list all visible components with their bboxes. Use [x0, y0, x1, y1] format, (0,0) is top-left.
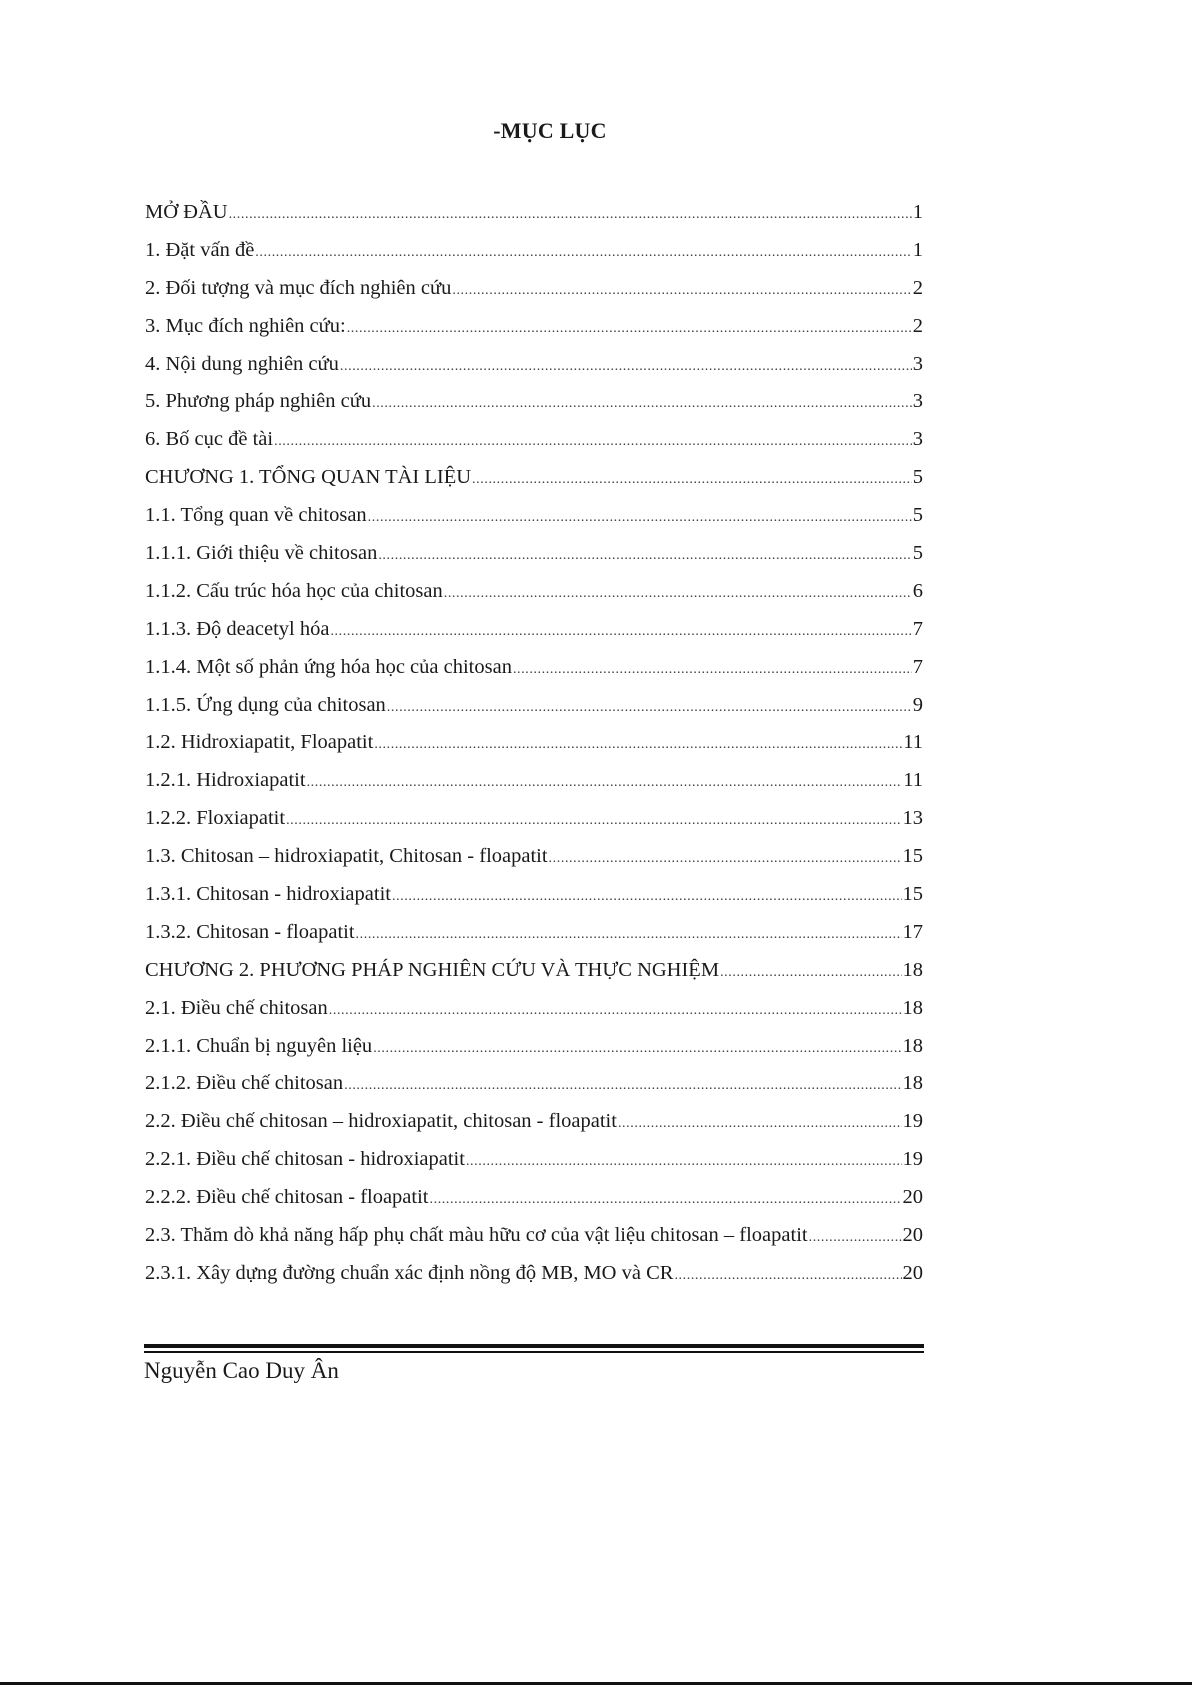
toc-entry-page-number: 6 — [912, 579, 923, 602]
toc-dot-leader — [466, 1143, 902, 1181]
toc-dot-leader — [274, 423, 912, 461]
toc-entry[interactable] — [145, 611, 923, 649]
toc-entry[interactable] — [145, 1217, 923, 1255]
toc-entry[interactable] — [145, 1103, 923, 1141]
toc-dot-leader — [229, 196, 912, 234]
toc-entry-page-number: 17 — [902, 920, 923, 943]
toc-dot-leader — [373, 1030, 901, 1068]
toc-entry-page-number: 18 — [902, 958, 923, 981]
toc-entry-label: 1.1.3. Độ deacetyl hóa — [145, 617, 330, 640]
toc-entry-label: 1.2.1. Hidroxiapatit — [145, 769, 306, 792]
toc-dot-leader — [330, 613, 911, 651]
toc-entry-page-number: 19 — [902, 1148, 923, 1171]
toc-entry[interactable] — [145, 762, 923, 800]
toc-entry-page-number: 3 — [912, 390, 923, 413]
toc-entry-label: 1.3. Chitosan – hidroxiapatit, Chitosan - floapatit — [145, 845, 548, 868]
toc-entry-page-number: 7 — [912, 617, 923, 640]
toc-entry-page-number: 5 — [912, 504, 923, 527]
toc-dot-leader — [452, 272, 911, 310]
toc-entry[interactable] — [145, 308, 923, 346]
toc-dot-leader — [255, 234, 911, 272]
toc-entry[interactable] — [145, 497, 923, 535]
toc-entry-label: 1.1.5. Ứng dụng của chitosan — [145, 693, 386, 716]
toc-entry[interactable] — [145, 838, 923, 876]
toc-entry[interactable] — [145, 876, 923, 914]
toc-dot-leader — [340, 348, 912, 386]
toc-entry-label: 1.1. Tổng quan về chitosan — [145, 504, 367, 527]
toc-entry-page-number: 3 — [912, 428, 923, 451]
toc-entry[interactable] — [145, 1141, 923, 1179]
toc-entry[interactable] — [145, 383, 923, 421]
toc-entry-page-number: 2 — [912, 314, 923, 337]
toc-entry-label: 2.3.1. Xây dựng đường chuẩn xác định nồng độ MB, MO và CR — [145, 1261, 674, 1284]
toc-dot-leader — [809, 1219, 902, 1257]
toc-entry[interactable] — [145, 270, 923, 308]
toc-dot-leader — [347, 310, 912, 348]
footer-divider — [144, 1344, 924, 1348]
toc-entry-page-number: 15 — [902, 883, 923, 906]
toc-entry[interactable] — [145, 1179, 923, 1217]
toc-entry[interactable] — [145, 952, 923, 990]
toc-dot-leader — [472, 461, 912, 499]
toc-dot-leader — [674, 1257, 901, 1295]
toc-entry[interactable] — [145, 649, 923, 687]
toc-entry-label: 4. Nội dung nghiên cứu — [145, 352, 339, 375]
toc-entry-label: 2. Đối tượng và mục đích nghiên cứu — [145, 276, 452, 299]
toc-entry-page-number: 11 — [903, 731, 923, 754]
toc-entry[interactable] — [145, 724, 923, 762]
toc-entry[interactable] — [145, 1028, 923, 1066]
toc-entry[interactable] — [145, 232, 923, 270]
toc-entry-page-number: 9 — [912, 693, 923, 716]
table-of-contents — [145, 194, 923, 1293]
toc-entry-label: 1.1.2. Cấu trúc hóa học của chitosan — [145, 579, 443, 602]
toc-dot-leader — [513, 651, 912, 689]
toc-entry-page-number: 20 — [902, 1186, 923, 1209]
toc-entry-page-number: 11 — [903, 769, 923, 792]
toc-entry[interactable] — [145, 421, 923, 459]
toc-entry-label: CHƯƠNG 2. PHƯƠNG PHÁP NGHIÊN CỨU VÀ THỰC NGHIỆM — [145, 958, 720, 981]
toc-dot-leader — [430, 1181, 902, 1219]
toc-entry[interactable] — [145, 194, 923, 232]
toc-entry-page-number: 7 — [912, 655, 923, 678]
toc-dot-leader — [378, 537, 911, 575]
toc-dot-leader — [329, 992, 902, 1030]
toc-dot-leader — [392, 878, 902, 916]
toc-entry[interactable] — [145, 573, 923, 611]
toc-entry-label: 2.3. Thăm dò khả năng hấp phụ chất màu hữu cơ của vật liệu chitosan – floapatit — [145, 1224, 808, 1247]
toc-dot-leader — [307, 764, 903, 802]
footer-author: Nguyễn Cao Duy Ân — [144, 1358, 339, 1383]
toc-entry-page-number: 18 — [902, 1034, 923, 1057]
toc-entry-page-number: 15 — [902, 845, 923, 868]
toc-entry-page-number: 20 — [902, 1224, 923, 1247]
toc-entry-label: 1.2. Hidroxiapatit, Floapatit — [145, 731, 374, 754]
toc-entry-label: 2.1. Điều chế chitosan — [145, 996, 328, 1019]
toc-entry[interactable] — [145, 687, 923, 725]
toc-dot-leader — [372, 385, 912, 423]
toc-entry-label: 6. Bố cục đề tài — [145, 428, 274, 451]
toc-dot-leader — [368, 499, 912, 537]
toc-entry-page-number: 13 — [902, 807, 923, 830]
toc-entry[interactable] — [145, 535, 923, 573]
toc-entry[interactable] — [145, 914, 923, 952]
toc-entry-page-number: 5 — [912, 542, 923, 565]
toc-entry-label: CHƯƠNG 1. TỔNG QUAN TÀI LIỆU — [145, 466, 472, 489]
toc-dot-leader — [286, 802, 901, 840]
toc-entry-label: 1.3.2. Chitosan - floapatit — [145, 920, 355, 943]
toc-entry-page-number: 18 — [902, 996, 923, 1019]
toc-entry-label: 1.3.1. Chitosan - hidroxiapatit — [145, 883, 391, 906]
toc-entry[interactable] — [145, 800, 923, 838]
toc-entry-label: 3. Mục đích nghiên cứu: — [145, 314, 346, 337]
toc-entry[interactable] — [145, 1255, 923, 1293]
toc-entry-label: 2.1.2. Điều chế chitosan — [145, 1072, 344, 1095]
toc-entry-label: 2.1.1. Chuẩn bị nguyên liệu — [145, 1034, 373, 1057]
toc-dot-leader — [720, 954, 901, 992]
toc-entry[interactable] — [145, 459, 923, 497]
toc-entry-label: 1. Đặt vấn đề — [145, 238, 255, 261]
toc-dot-leader — [344, 1067, 901, 1105]
toc-entry-page-number: 20 — [902, 1261, 923, 1284]
toc-entry-label: 2.2.2. Điều chế chitosan - floapatit — [145, 1186, 429, 1209]
toc-dot-leader — [618, 1105, 902, 1143]
toc-entry-label: 1.1.1. Giới thiệu về chitosan — [145, 542, 378, 565]
toc-dot-leader — [356, 916, 902, 954]
toc-entry-page-number: 1 — [912, 201, 923, 223]
toc-entry-page-number: 18 — [902, 1072, 923, 1095]
toc-dot-leader — [387, 689, 912, 727]
toc-dot-leader — [444, 575, 912, 613]
toc-entry-label: 1.1.4. Một số phản ứng hóa học của chitosan — [145, 655, 512, 678]
toc-entry-label: MỞ ĐẦU — [145, 201, 228, 223]
toc-entry[interactable] — [145, 346, 923, 384]
toc-entry-page-number: 2 — [912, 276, 923, 299]
toc-entry-page-number: 1 — [912, 238, 923, 261]
toc-entry-page-number: 19 — [902, 1110, 923, 1133]
toc-entry-label: 2.2. Điều chế chitosan – hidroxiapatit, chitosan - floapatit — [145, 1110, 617, 1133]
toc-entry-label: 1.2.2. Floxiapatit — [145, 807, 286, 830]
toc-entry-page-number: 5 — [912, 466, 923, 489]
page-title: -MỤC LỤC — [493, 118, 607, 143]
toc-entry-label: 5. Phương pháp nghiên cứu — [145, 390, 372, 413]
toc-entry-label: 2.2.1. Điều chế chitosan - hidroxiapatit — [145, 1148, 465, 1171]
toc-dot-leader — [374, 726, 902, 764]
toc-entry[interactable] — [145, 1065, 923, 1103]
toc-entry-page-number: 3 — [912, 352, 923, 375]
toc-entry[interactable] — [145, 990, 923, 1028]
footer-divider-thin — [144, 1351, 924, 1353]
toc-dot-leader — [549, 840, 902, 878]
